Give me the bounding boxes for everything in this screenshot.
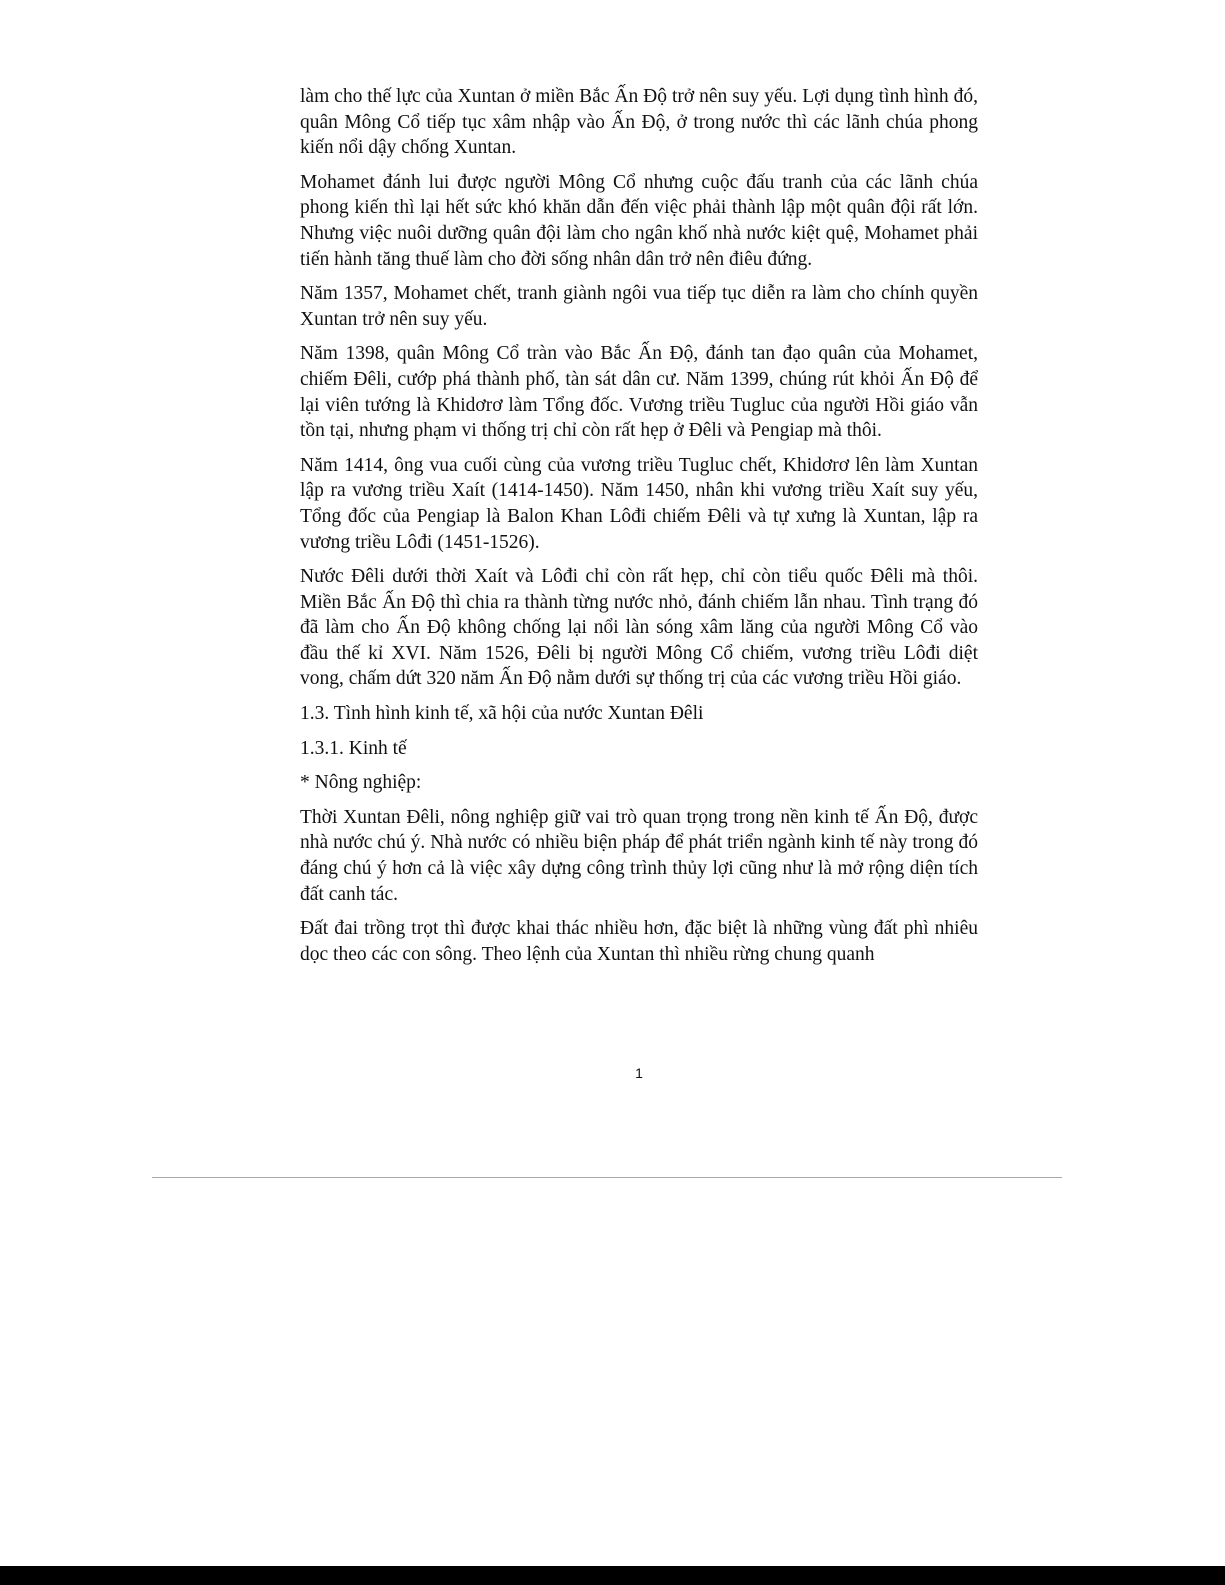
body-paragraph: Năm 1357, Mohamet chết, tranh giành ngôi vua tiếp tục diễn ra làm cho chính quyền Xuntan trở nên suy yếu. [300,283,978,330]
body-paragraph: Nước Đêli dưới thời Xaít và Lôđi chỉ còn rất hẹp, chỉ còn tiểu quốc Đêli mà thôi. Miền Bắc Ấn Độ thì chia ra thành từng nước nhỏ, đánh chiếm lẫn nhau. Tình trạng đó đã làm cho Ấn Độ không chống lại nổi làn sóng xâm lăng của người Mông Cổ vào đầu thế kỉ XVI. Năm 1526, Đêli bị người Mông Cổ chiếm, vương triều Lôđi diệt vong, chấm dứt 320 năm Ấn Độ nằm dưới sự thống trị của các vương triều Hồi giáo. [300,566,978,690]
body-paragraph: Mohamet đánh lui được người Mông Cổ nhưng cuộc đấu tranh của các lãnh chúa phong kiến thì lại hết sức khó khăn dẫn đến việc phải thành lập một quân đội rất lớn. Nhưng việc nuôi dưỡng quân đội làm cho ngân khố nhà nước kiệt quệ, Mohamet phải tiến hành tăng thuế làm cho đời sống nhân dân trở nên điêu đứng. [300,171,978,270]
bottom-edge-bar [0,1566,1225,1585]
body-paragraph: Năm 1414, ông vua cuối cùng của vương triều Tugluc chết, Khidơrơ lên làm Xuntan lập ra vương triều Xaít (1414-1450). Năm 1450, nhân khi vương triều Xaít suy yếu, Tổng đốc của Pengiap là Balon Khan Lôđi chiếm Đêli và tự xưng là Xuntan, lập ra vương triều Lôđi (1451-1526). [300,454,978,553]
page-body [300,84,978,976]
page-divider [152,1177,1062,1178]
topic-heading: * Nông nghiệp: [300,772,422,794]
body-paragraph: Đất đai trồng trọt thì được khai thác nhiều hơn, đặc biệt là những vùng đất phì nhiêu dọc theo các con sông. Theo lệnh của Xuntan thì nhiều rừng chung quanh [300,918,978,965]
subsection-heading: 1.3.1. Kinh tế [300,737,407,759]
body-paragraph: Năm 1398, quân Mông Cổ tràn vào Bắc Ấn Độ, đánh tan đạo quân của Mohamet, chiếm Đêli, cướp phá thành phố, tàn sát dân cư. Năm 1399, chúng rút khỏi Ấn Độ để lại viên tướng là Khidơrơ làm Tổng đốc. Vương triều Tugluc của người Hồi giáo vẫn tồn tại, nhưng phạm vi thống trị chỉ còn rất hẹp ở Đêli và Pengiap mà thôi. [300,343,978,442]
page-number: 1 [635,1065,643,1081]
body-paragraph: làm cho thế lực của Xuntan ở miền Bắc Ấn Độ trở nên suy yếu. Lợi dụng tình hình đó, quân Mông Cổ tiếp tục xâm nhập vào Ấn Độ, ở trong nước thì các lãnh chúa phong kiến nổi dậy chống Xuntan. [300,86,978,159]
section-heading: 1.3. Tình hình kinh tế, xã hội của nước Xuntan Đêli [300,703,704,725]
body-paragraph: Thời Xuntan Đêli, nông nghiệp giữ vai trò quan trọng trong nền kinh tế Ấn Độ, được nhà nước chú ý. Nhà nước có nhiều biện pháp để phát triển ngành kinh tế này trong đó đáng chú ý hơn cả là việc xây dựng công trình thủy lợi cũng như là mở rộng diện tích đất canh tác. [300,806,978,905]
